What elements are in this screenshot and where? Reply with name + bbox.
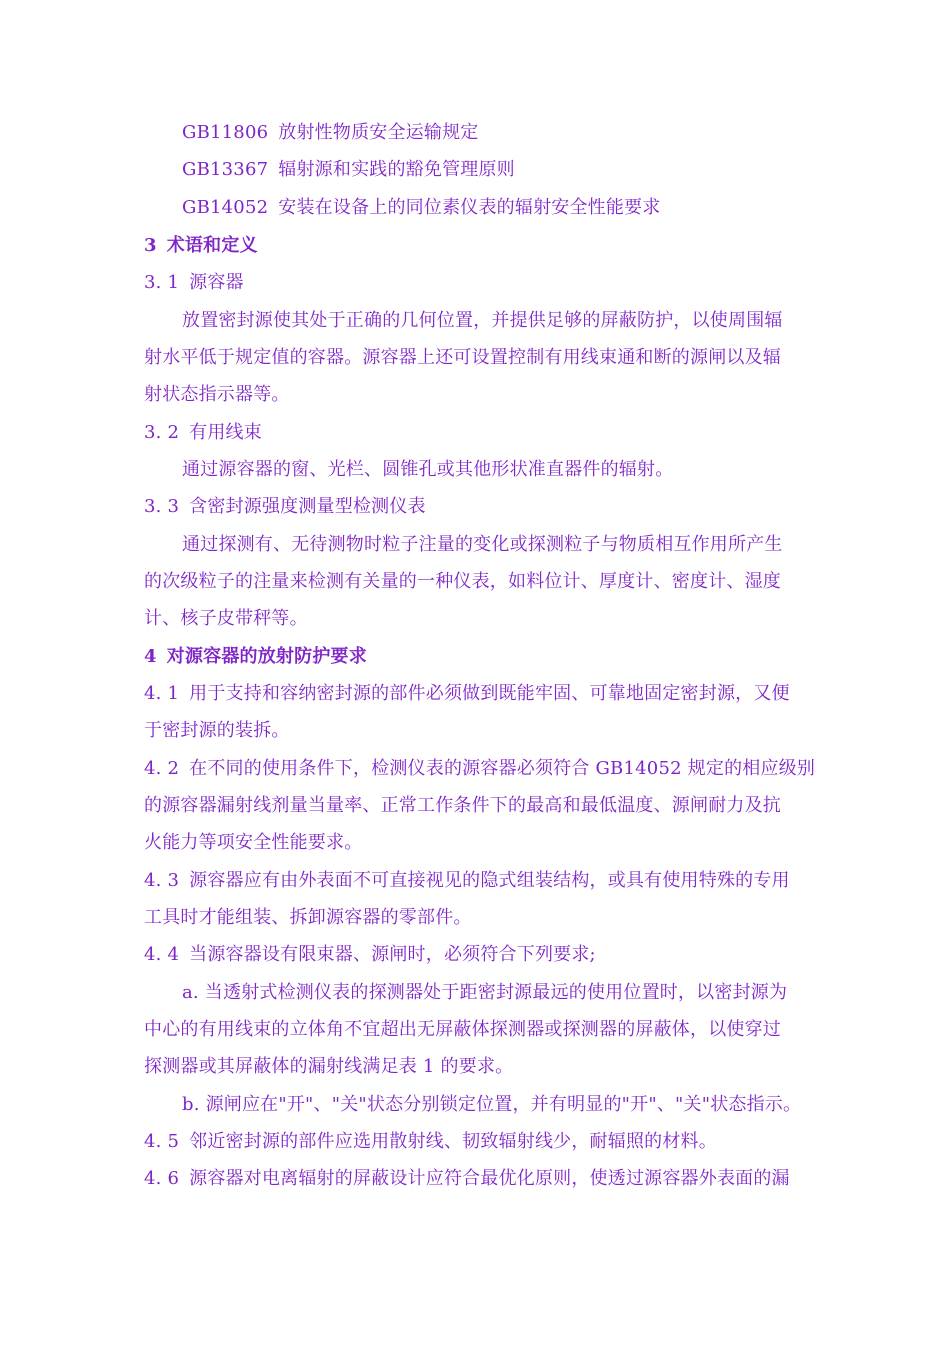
term-title: 有用线束: [189, 422, 262, 443]
clause-line: [144, 943, 808, 967]
clause-line: [144, 682, 808, 706]
section-title: 术语和定义: [166, 235, 258, 256]
reference-line: [182, 121, 808, 145]
sub-item-line: a. 当透射式检测仪表的探测器处于距密封源最远的使用位置时，以密封源为: [182, 982, 788, 1003]
reference-code: GB11806: [182, 122, 269, 143]
clause-number: 4. 2: [144, 758, 180, 779]
clause-text: 当源容器设有限束器、源闸时，必须符合下列要求;: [189, 944, 596, 965]
clause-text: 邻近密封源的部件应选用散射线、韧致辐射线少，耐辐照的材料。: [189, 1131, 717, 1152]
term-title: 源容器: [189, 272, 244, 293]
reference-title: 安装在设备上的同位素仪表的辐射安全性能要求: [278, 197, 661, 218]
section-heading: [144, 645, 808, 669]
clause-number: 4. 3: [144, 870, 180, 891]
paragraph-line: 中心的有用线束的立体角不宜超出无屏蔽体探测器或探测器的屏蔽体，以使穿过: [144, 1019, 781, 1040]
clause-line: [144, 1167, 808, 1191]
clause-text: 在不同的使用条件下，检测仪表的源容器必须符合 GB14052 规定的相应级别: [189, 758, 816, 779]
clause-text: 用于支持和容纳密封源的部件必须做到既能牢固、可靠地固定密封源，又便: [189, 683, 790, 704]
clause-number: 4. 5: [144, 1131, 180, 1152]
clause-number: 4. 1: [144, 683, 180, 704]
reference-title: 放射性物质安全运输规定: [278, 122, 479, 143]
paragraph-line: 放置密封源使其处于正确的几何位置，并提供足够的屏蔽防护，以使周围辐: [182, 310, 783, 331]
term-number: 3. 1: [144, 272, 180, 293]
paragraph-line: 于密封源的装拆。: [144, 720, 290, 741]
section-heading: [144, 234, 808, 258]
reference-code: GB13367: [182, 159, 269, 180]
paragraph-line: 的次级粒子的注量来检测有关量的一种仪表，如料位计、厚度计、密度计、湿度: [144, 571, 781, 592]
section-number: 3: [144, 235, 157, 256]
paragraph-line: 火能力等项安全性能要求。: [144, 832, 363, 853]
clause-number: 4. 4: [144, 944, 180, 965]
section-number: 4: [144, 646, 157, 667]
term-heading: [144, 495, 808, 519]
reference-title: 辐射源和实践的豁免管理原则: [278, 159, 515, 180]
reference-line: [182, 158, 808, 182]
clause-line: [144, 757, 816, 781]
clause-text: 源容器对电离辐射的屏蔽设计应符合最优化原则，使透过源容器外表面的漏: [189, 1168, 790, 1189]
clause-line: [144, 869, 808, 893]
term-heading: [144, 421, 808, 445]
paragraph-line: 工具时才能组装、拆卸源容器的零部件。: [144, 907, 472, 928]
paragraph-line: 通过源容器的窗、光栏、圆锥孔或其他形状准直器件的辐射。: [182, 459, 674, 480]
paragraph-line: 计、核子皮带秤等。: [144, 608, 308, 629]
term-number: 3. 2: [144, 422, 180, 443]
paragraph-line: 探测器或其屏蔽体的漏射线满足表 1 的要求。: [144, 1056, 514, 1077]
paragraph-line: 通过探测有、无待测物时粒子注量的变化或探测粒子与物质相互作用所产生: [182, 534, 783, 555]
paragraph-line: 射状态指示器等。: [144, 384, 290, 405]
reference-line: [182, 196, 808, 220]
sub-item-line: b. 源闸应在"开"、"关"状态分别锁定位置，并有明显的"开"、"关"状态指示。: [182, 1094, 802, 1115]
paragraph-line: 的源容器漏射线剂量当量率、正常工作条件下的最高和最低温度、源闸耐力及抗: [144, 795, 781, 816]
section-title: 对源容器的放射防护要求: [166, 646, 367, 667]
clause-number: 4. 6: [144, 1168, 180, 1189]
paragraph-line: 射水平低于规定值的容器。源容器上还可设置控制有用线束通和断的源闸以及辐: [144, 347, 781, 368]
term-heading: [144, 271, 808, 295]
clause-text: 源容器应有由外表面不可直接视见的隐式组装结构，或具有使用特殊的专用: [189, 870, 790, 891]
reference-code: GB14052: [182, 197, 269, 218]
clause-line: [144, 1130, 808, 1154]
term-number: 3. 3: [144, 496, 180, 517]
term-title: 含密封源强度测量型检测仪表: [189, 496, 426, 517]
